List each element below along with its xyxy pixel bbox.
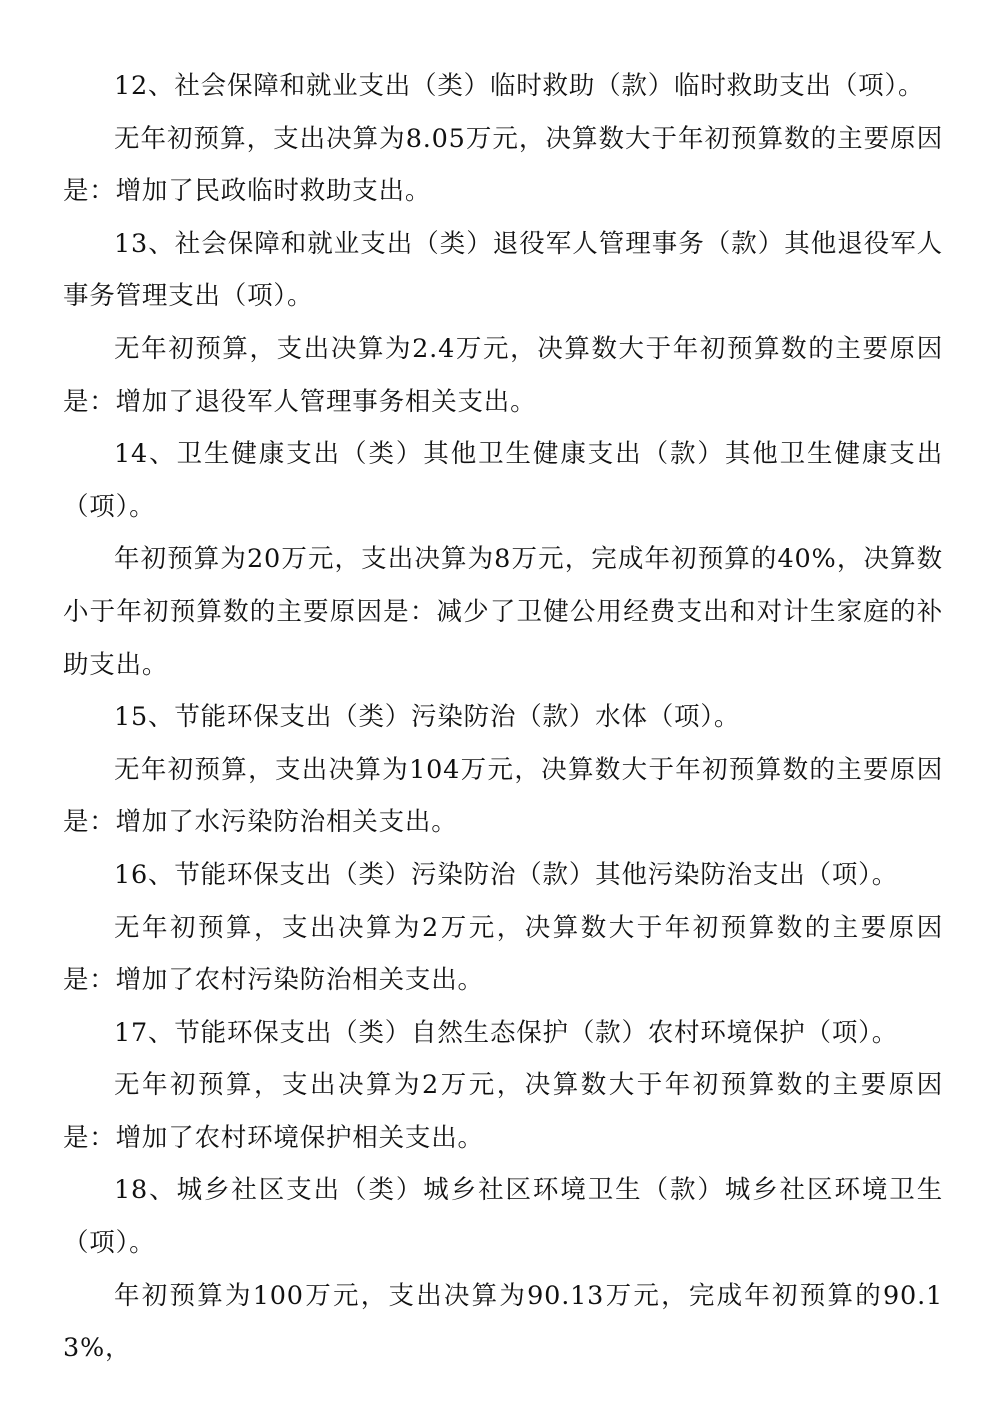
item-13-explanation: 无年初预算，支出决算为2.4万元，决算数大于年初预算数的主要原因是：增加了退役军人管理事务相关支出。 xyxy=(63,333,943,417)
item-15-explanation: 无年初预算，支出决算为104万元，决算数大于年初预算数的主要原因是：增加了水污染防治相关支出。 xyxy=(63,754,943,838)
item-17-explanation: 无年初预算，支出决算为2万元，决算数大于年初预算数的主要原因是：增加了农村环境保护相关支出。 xyxy=(63,1070,943,1153)
item-12-explanation: 无年初预算，支出决算为8.05万元，决算数大于年初预算数的主要原因是：增加了民政临时救助支出。 xyxy=(63,123,943,207)
item-13-heading: 13、社会保障和就业支出（类）退役军人管理事务（款）其他退役军人事务管理支出（项）。 xyxy=(63,228,943,312)
item-18-heading: 18、城乡社区支出（类）城乡社区环境卫生（款）城乡社区环境卫生（项）。 xyxy=(63,1175,943,1259)
item-16-heading: 16、节能环保支出（类）污染防治（款）其他污染防治支出（项）。 xyxy=(114,859,898,890)
item-12-heading: 12、社会保障和就业支出（类）临时救助（款）临时救助支出（项）。 xyxy=(114,71,925,101)
item-14-heading: 14、卫生健康支出（类）其他卫生健康支出（款）其他卫生健康支出（项）。 xyxy=(63,439,943,522)
item-15-heading: 15、节能环保支出（类）污染防治（款）水体（项）。 xyxy=(114,702,741,733)
item-17-heading: 17、节能环保支出（类）自然生态保护（款）农村环境保护（项）。 xyxy=(114,1017,898,1048)
item-16-explanation: 无年初预算，支出决算为2万元，决算数大于年初预算数的主要原因是：增加了农村污染防治相关支出。 xyxy=(63,912,943,996)
item-14-explanation: 年初预算为20万元，支出决算为8万元，完成年初预算的40%，决算数小于年初预算数的主要原因是：减少了卫健公用经费支出和对计生家庭的补助支出。 xyxy=(63,544,943,680)
document-page xyxy=(63,60,943,1375)
item-18-explanation: 年初预算为100万元，支出决算为90.13万元，完成年初预算的90.13%， xyxy=(63,1280,943,1364)
